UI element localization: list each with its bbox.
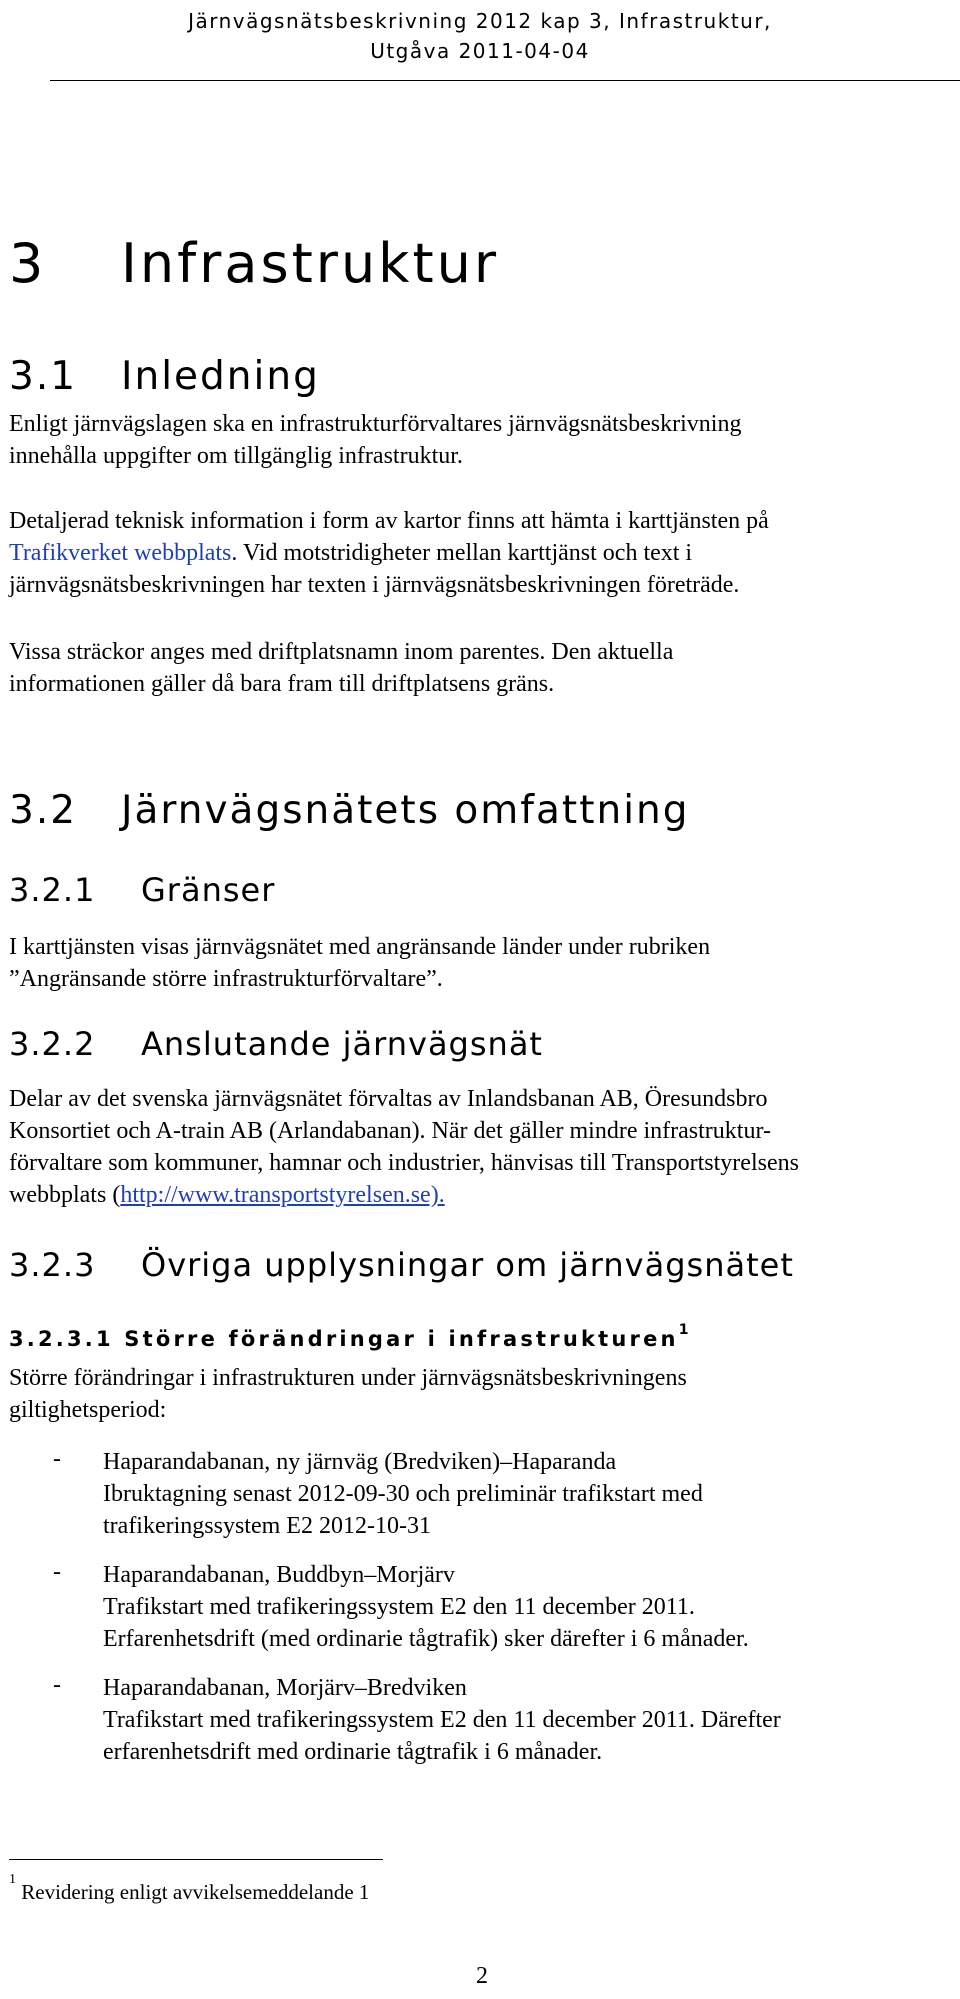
text-line: Konsortiet och A-train AB (Arlandabanan). När det gäller mindre infrastruktur- [9,1118,771,1144]
section-number: 3.2.2 [9,1025,96,1063]
text-line: Enligt järnvägslagen ska en infrastrukturförvaltares järnvägsnätsbeskrivning [9,411,742,437]
section-title: Järnvägsnätets omfattning [121,788,690,833]
anslutande-paragraph [9,1083,799,1211]
list-bullet: - [53,1446,61,1472]
list-bullet: - [53,1672,61,1698]
section-heading-3-2-3 [9,1246,794,1284]
section-number: 3.1 [9,354,78,399]
chapter-number: 3 [9,232,47,295]
text-line: Trafikstart med trafikeringssystem E2 den 11 december 2011. Därefter [103,1707,781,1733]
trafikverket-link[interactable]: Trafikverket webbplats [9,540,232,566]
footnote-reference[interactable]: 1 [678,1322,692,1338]
section-heading-3-1 [9,354,320,399]
text-line: Vissa sträckor anges med driftplatsnamn inom parentes. Den aktuella [9,639,674,665]
text-line: I karttjänsten visas järnvägsnätet med angränsande länder under rubriken [9,934,711,960]
text-line: Detaljerad teknisk information i form av kartor finns att hämta i karttjänsten på [9,508,769,534]
footnote-mark: 1 [9,1872,16,1887]
forandringar-intro [9,1362,687,1426]
section-title: Större förändringar i infrastrukturen [124,1327,679,1351]
list-bullet: - [53,1559,61,1585]
list-item [103,1672,781,1768]
text-line: Haparandabanan, ny järnväg (Bredviken)–Haparanda [103,1449,617,1475]
text-line: järnvägsnätsbeskrivningen har texten i järnvägsnätsbeskrivningen företräde. [9,572,740,598]
list-item [103,1559,749,1655]
chapter-title: Infrastruktur [121,232,500,295]
text-line: Trafikstart med trafikeringssystem E2 den 11 december 2011. [103,1594,695,1620]
text-line: giltighetsperiod: [9,1397,167,1423]
section-number: 3.2.3.1 [9,1327,114,1351]
section-heading-3-2 [9,788,690,833]
text-line [9,537,769,569]
text-line: informationen gäller då bara fram till driftplatsens gräns. [9,671,555,697]
section-title: Inledning [121,354,320,399]
text-line: Delar av det svenska järnvägsnätet förvaltas av Inlandsbanan AB, Öresundsbro [9,1086,768,1112]
header-rule [50,80,960,81]
text-line [9,1179,799,1211]
intro-paragraph [9,408,741,472]
header-line-1: Järnvägsnätsbeskrivning 2012 kap 3, Infrastruktur, [188,9,772,33]
footnote-text: Revidering enligt avvikelsemeddelande 1 [21,1880,370,1904]
driftplats-paragraph [9,636,673,700]
text-line: innehålla uppgifter om tillgänglig infrastruktur. [9,443,463,469]
header-line-2: Utgåva 2011-04-04 [370,39,590,63]
karttjanst-paragraph [9,505,769,601]
section-title: Anslutande järnvägsnät [141,1025,543,1063]
text-line: förvaltare som kommuner, hamnar och industrier, hänvisas till Transportstyrelsens [9,1150,799,1176]
page-number: 2 [476,1963,488,1989]
text-line: erfarenhetsdrift med ordinarie tågtrafik i 6 månader. [103,1739,603,1765]
text-line: Större förändringar i infrastrukturen under järnvägsnätsbeskrivningens [9,1365,687,1391]
text-line: Ibruktagning senast 2012-09-30 och preliminär trafikstart med [103,1481,703,1507]
section-number: 3.2 [9,788,78,833]
text-line: Erfarenhetsdrift (med ordinarie tågtrafik) sker därefter i 6 månader. [103,1626,749,1652]
chapter-heading [9,232,499,295]
footnote-rule [9,1859,383,1860]
text-line: Haparandabanan, Morjärv–Bredviken [103,1675,467,1701]
text-line: Haparandabanan, Buddbyn–Morjärv [103,1562,455,1588]
section-title: Gränser [141,871,276,909]
text-line: ”Angränsande större infrastrukturförvaltare”. [9,966,443,992]
section-number: 3.2.3 [9,1246,96,1284]
transportstyrelsen-link[interactable]: http://www.transportstyrelsen.se). [120,1182,445,1208]
running-header [0,6,960,66]
granser-paragraph [9,931,710,995]
section-title: Övriga upplysningar om järnvägsnätet [141,1246,794,1284]
section-heading-3-2-2 [9,1025,543,1063]
section-number: 3.2.1 [9,871,96,909]
section-heading-3-2-3-1 [9,1322,692,1351]
list-item [103,1446,703,1542]
section-heading-3-2-1 [9,871,275,909]
text-line: trafikeringssystem E2 2012-10-31 [103,1513,431,1539]
footnote [9,1872,370,1905]
text-run: webbplats ( [9,1182,121,1208]
text-run: . Vid motstridigheter mellan karttjänst och text i [231,540,693,566]
